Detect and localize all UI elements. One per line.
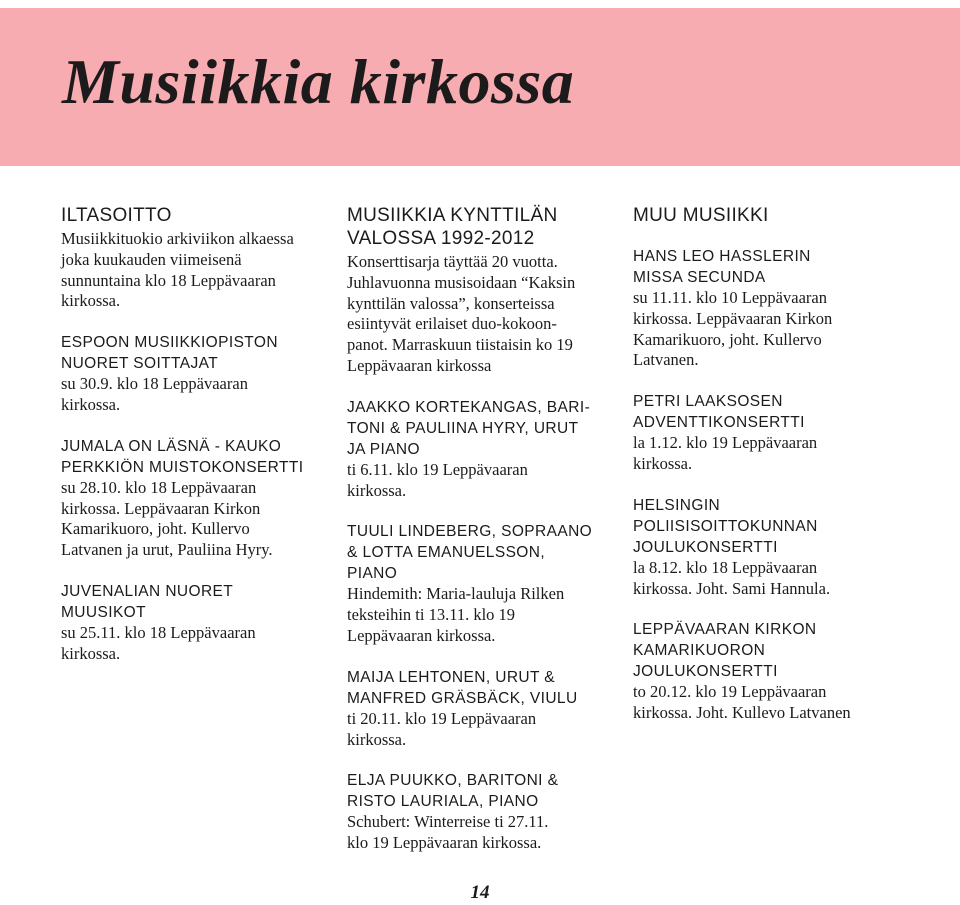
section-text: su 11.11. klo 10 Leppävaaran kirkossa. Leppävaaran Kirkon Kamarikuoro, joht. Kullervo Latvanen. <box>633 288 833 370</box>
title-banner <box>0 8 960 166</box>
section-heading: ILTASOITTO <box>61 205 172 226</box>
event-puukko-lauriala <box>347 770 619 854</box>
section-heading: JAAKKO KORTEKANGAS, BARI- TONI & PAULIINA HYRY, URUT JA PIANO <box>347 398 591 458</box>
section-text: ti 6.11. klo 19 Leppävaaran kirkossa. <box>347 459 528 500</box>
event-poliisisoittokunta <box>633 495 903 600</box>
section-text: la 8.12. klo 18 Leppävaaran kirkossa. Joht. Sami Hannula. <box>633 557 831 598</box>
section-text: to 20.12. klo 19 Leppävaaran kirkossa. Joht. Kullevo Latvanen <box>633 682 851 723</box>
page-number: 14 <box>470 882 490 903</box>
section-heading: JUMALA ON LÄSNÄ - KAUKO PERKKIÖN MUISTOKONSERTTI <box>61 437 304 476</box>
section-text: su 25.11. klo 18 Leppävaaran kirkossa. <box>61 622 256 663</box>
column-2 <box>347 204 619 874</box>
section-text: su 28.10. klo 18 Leppävaaran kirkossa. Leppävaaran Kirkon Kamarikuoro, joht. Kullervo Latvanen ja urut, Pauliina Hyry. <box>61 477 273 560</box>
event-laaksonen <box>633 391 903 475</box>
section-heading: HELSINGIN POLIISISOITTOKUNNAN JOULUKONSERTTI <box>633 496 818 556</box>
section-heading: PETRI LAAKSOSEN ADVENTTIKONSERTTI <box>633 393 805 432</box>
event-kortekangas-hyry <box>347 397 619 502</box>
section-heading: JUVENALIAN NUORET MUUSIKOT <box>61 582 234 621</box>
section-text: Konserttisarja täyttää 20 vuotta. Juhlavuonna musisoidaan “Kaksin kynttilän valossa”, konserteissa esiintyvät erilaiset duo-kokoon- panot. Marraskuun tiistaisin ko 19 Leppävaaran kirkossa <box>347 252 576 375</box>
section-heading: MAIJA LEHTONEN, URUT & MANFRED GRÄSBÄCK, VIULU <box>347 668 578 707</box>
section-heading: MUU MUSIIKKI <box>633 205 769 226</box>
event-kamarikuoro-joulu <box>633 619 903 724</box>
event-juvenalia <box>61 581 331 665</box>
event-musiikkiopisto <box>61 332 331 416</box>
section-heading: ESPOON MUSIIKKIOPISTON NUORET SOITTAJAT <box>61 334 278 373</box>
section-text: la 1.12. klo 19 Leppävaaran kirkossa. <box>633 433 818 473</box>
event-lindeberg-emanuelsson <box>347 521 619 646</box>
section-heading: HANS LEO HASSLERIN MISSA SECUNDA <box>633 248 811 286</box>
page-title: Musiikkia kirkossa <box>62 46 575 117</box>
section-text: Musiikkituokio arkiviikon alkaessa joka kuukauden viimeisenä sunnuntaina klo 18 Leppävaaran kirkossa. <box>61 229 294 311</box>
section-text: Schubert: Winterreise ti 27.11. klo 19 Leppävaaran kirkossa. <box>347 812 549 853</box>
event-kynttilan-valossa <box>347 204 619 377</box>
section-heading: TUULI LINDEBERG, SOPRAANO & LOTTA EMANUELSSON, PIANO <box>347 523 593 583</box>
event-muistokonsertti <box>61 436 331 561</box>
section-muu-musiikki <box>633 204 903 227</box>
section-text: ti 20.11. klo 19 Leppävaaran kirkossa. <box>347 708 537 749</box>
event-lehtonen-grasback <box>347 667 619 751</box>
column-1 <box>61 204 331 685</box>
event-hassler <box>633 246 903 371</box>
column-3 <box>633 204 903 744</box>
section-text: Hindemith: Maria-lauluja Rilken teksteihin ti 13.11. klo 19 Leppävaaran kirkossa. <box>347 584 565 645</box>
section-heading: MUSIIKKIA KYNTTILÄN VALOSSA 1992-2012 <box>347 205 558 249</box>
section-text: su 30.9. klo 18 Leppävaaran kirkossa. <box>61 374 248 414</box>
section-heading: LEPPÄVAARAN KIRKON KAMARIKUORON JOULUKONSERTTI <box>633 621 817 681</box>
event-iltasoitto <box>61 204 331 312</box>
section-heading: ELJA PUUKKO, BARITONI & RISTO LAURIALA, PIANO <box>347 772 559 811</box>
